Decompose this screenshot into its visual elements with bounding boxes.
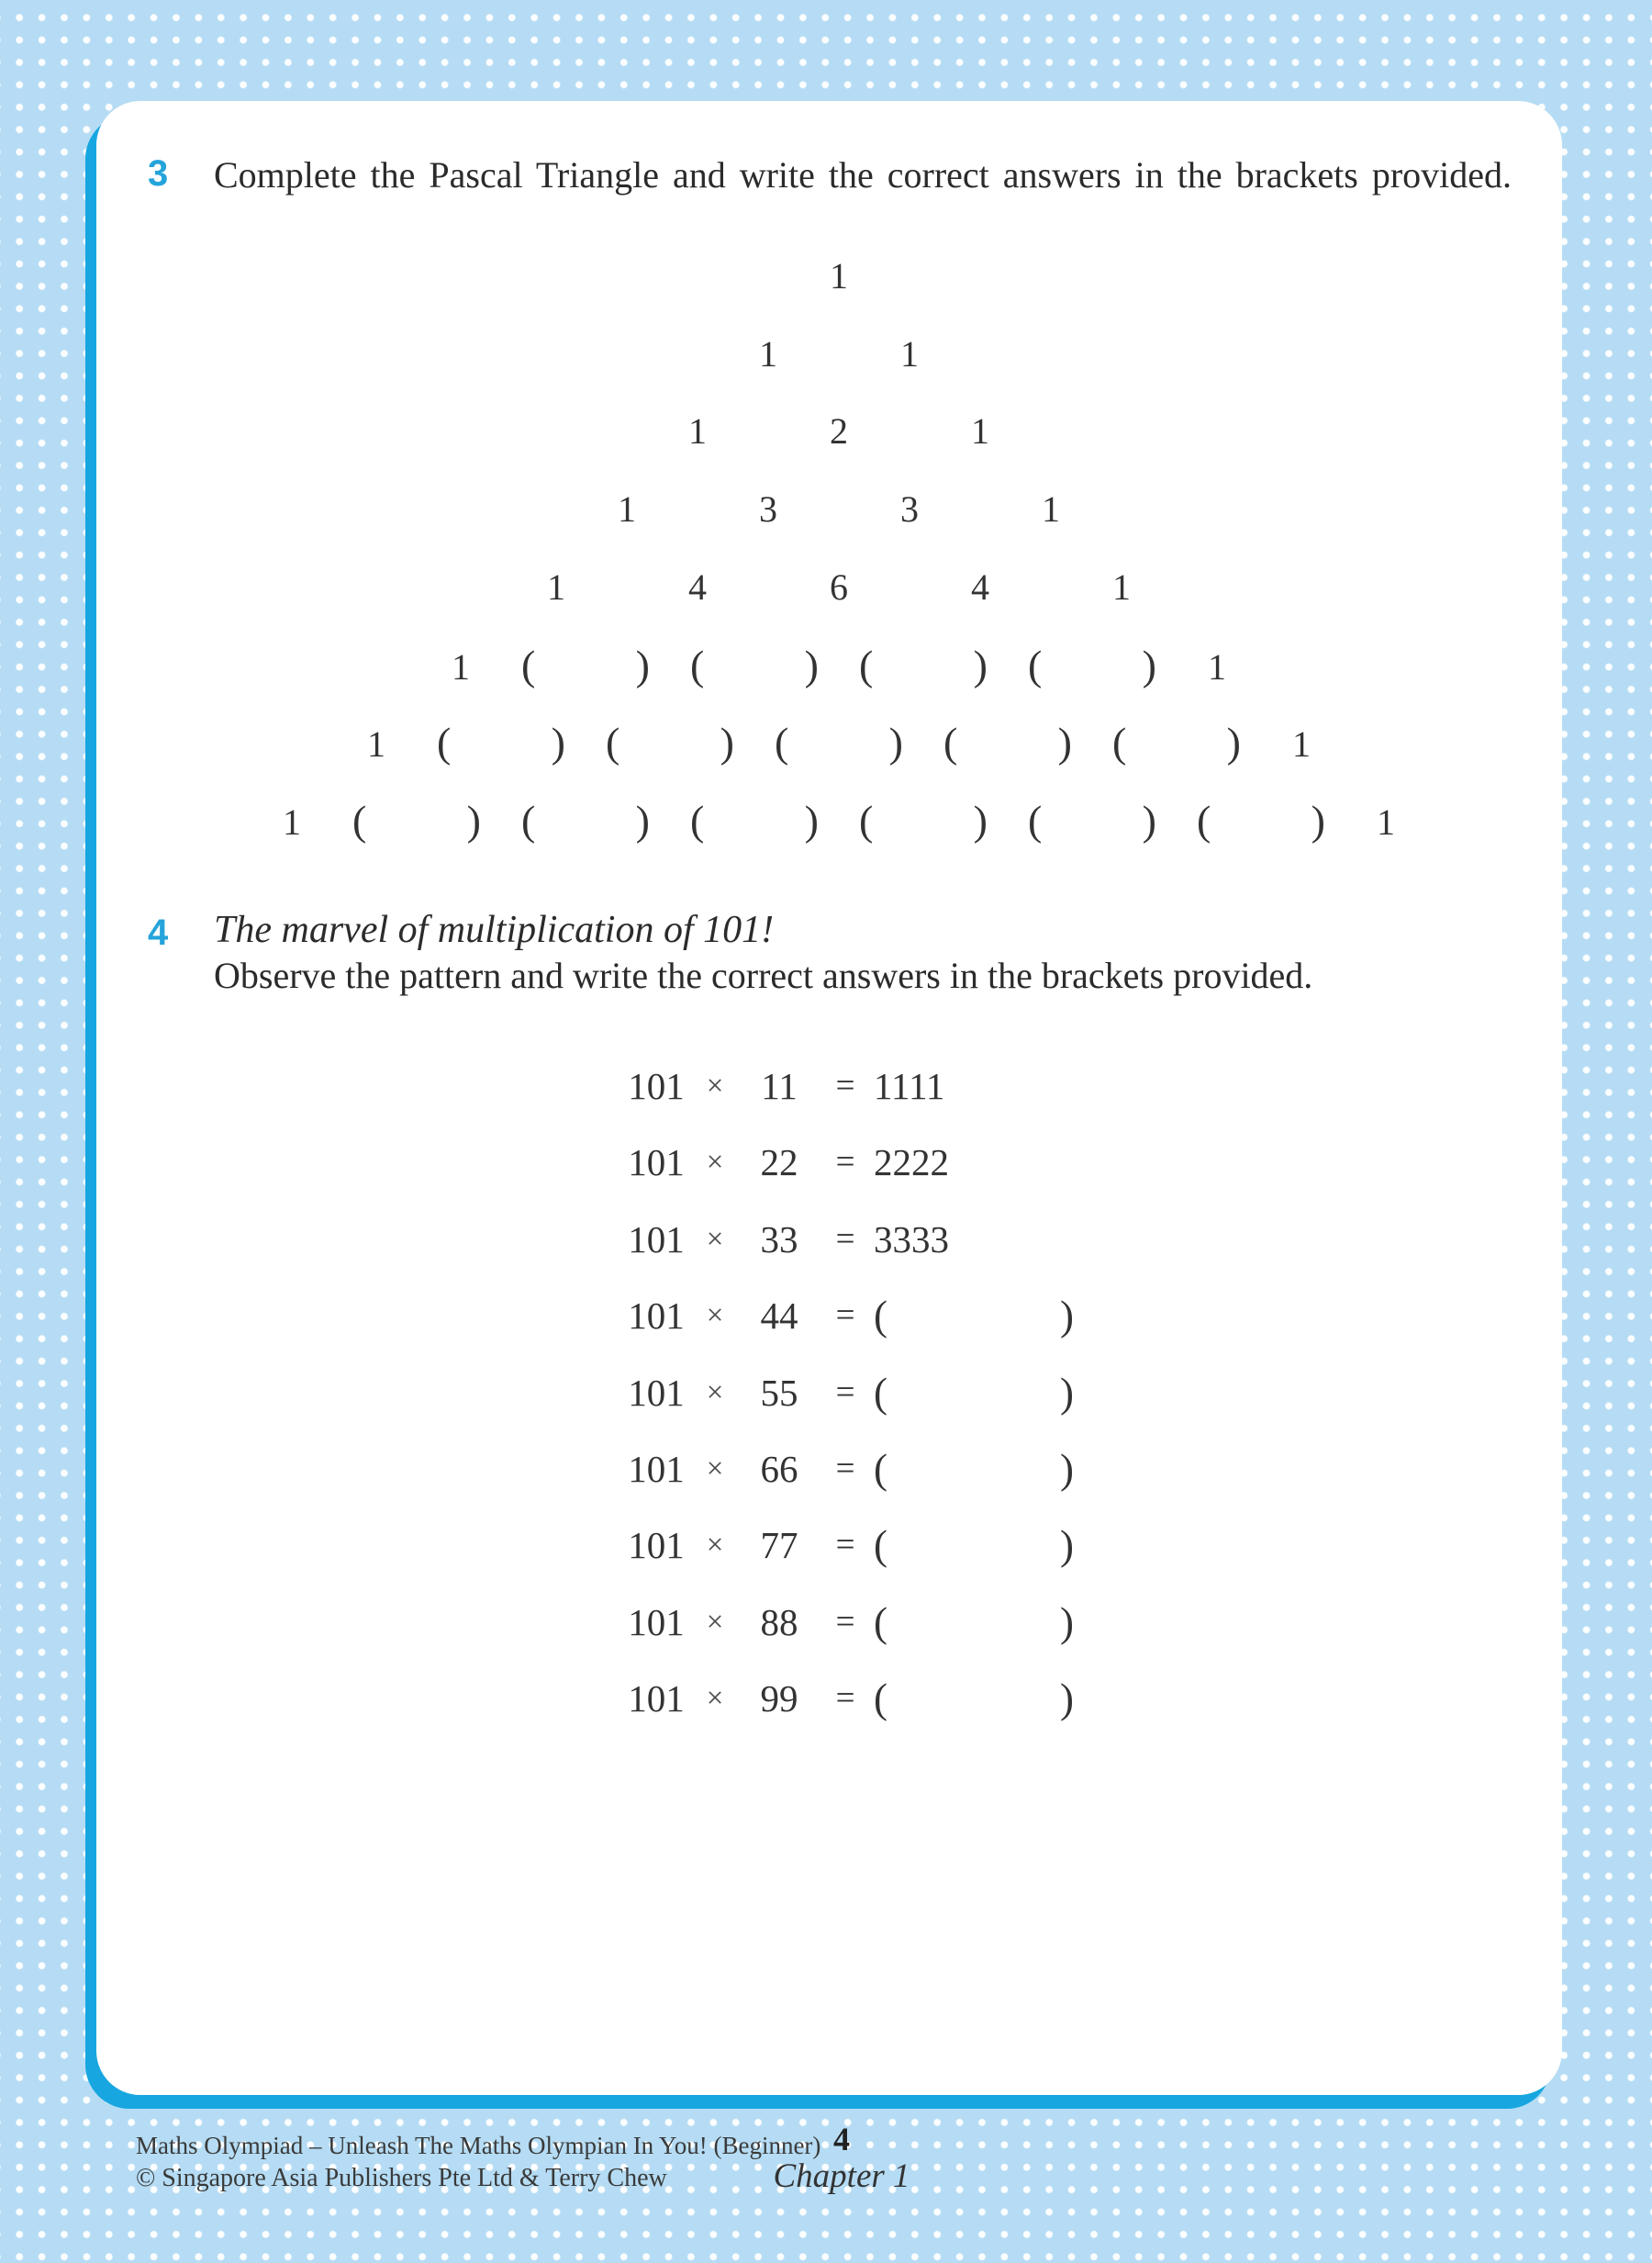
answer-bracket-pair xyxy=(943,721,1072,765)
open-bracket: ( xyxy=(943,719,958,767)
pascal-number: 1 xyxy=(830,255,848,297)
open-bracket: ( xyxy=(874,1445,887,1492)
close-bracket: ) xyxy=(1060,1293,1074,1339)
close-bracket: ) xyxy=(1226,719,1241,767)
multiplicand: 101 xyxy=(628,1371,685,1414)
times-sign: × xyxy=(706,1375,724,1409)
close-bracket: ) xyxy=(888,719,903,767)
multiplier: 77 xyxy=(760,1524,798,1567)
pascal-number: 1 xyxy=(1377,801,1395,843)
pascal-number: 3 xyxy=(759,488,777,531)
question-4-text: Observe the pattern and write the correct answers in the brackets provided. xyxy=(214,955,1313,996)
open-bracket: ( xyxy=(1028,796,1043,844)
pascal-number: 3 xyxy=(900,488,919,531)
times-sign: × xyxy=(706,1451,724,1485)
close-bracket: ) xyxy=(1060,1598,1074,1645)
pascal-number: 6 xyxy=(830,566,848,608)
close-bracket: ) xyxy=(973,796,988,844)
open-bracket: ( xyxy=(606,719,620,767)
multiplicand: 101 xyxy=(628,1600,685,1643)
pascal-row-1 xyxy=(819,254,859,298)
open-bracket: ( xyxy=(352,796,367,844)
multiplier: 33 xyxy=(760,1217,798,1260)
answer-bracket-pair xyxy=(521,796,650,844)
open-bracket: ( xyxy=(859,796,874,844)
answer-bracket-pair xyxy=(874,1675,1074,1721)
equals-sign: = xyxy=(835,1296,855,1335)
times-sign: × xyxy=(706,1529,724,1563)
pascal-number: 1 xyxy=(618,488,636,531)
pascal-number: 4 xyxy=(971,566,989,608)
close-bracket: ) xyxy=(1060,1522,1074,1569)
question-3-number: 3 xyxy=(148,153,169,194)
result-value: 2222 xyxy=(874,1141,949,1184)
chapter-label: Chapter 1 xyxy=(773,2157,910,2195)
equals-sign: = xyxy=(835,1372,855,1411)
pascal-number: 1 xyxy=(1042,488,1060,531)
close-bracket: ) xyxy=(1057,719,1072,767)
multiplier: 88 xyxy=(760,1600,798,1643)
open-bracket: ( xyxy=(1112,719,1127,767)
answer-bracket-pair xyxy=(874,1370,1074,1416)
footer-copyright: © Singapore Asia Publishers Pte Ltd & Terry Chew xyxy=(136,2164,667,2192)
equation-row-7 xyxy=(624,1522,1074,1598)
open-bracket: ( xyxy=(874,1369,887,1416)
pascal-row-7 xyxy=(356,721,1322,765)
pascal-number: 1 xyxy=(688,410,707,453)
close-bracket: ) xyxy=(1142,641,1156,689)
times-sign: × xyxy=(706,1299,724,1333)
answer-bracket-pair xyxy=(352,796,481,844)
equation-row-1 xyxy=(624,1063,1074,1139)
answer-bracket-pair xyxy=(874,1599,1074,1645)
question-4-title: The marvel of multiplication of 101! xyxy=(214,909,775,951)
multiplier: 44 xyxy=(760,1294,798,1338)
answer-bracket-pair xyxy=(690,796,819,844)
equation-row-3 xyxy=(624,1216,1074,1293)
close-bracket: ) xyxy=(466,796,481,844)
pascal-number: 2 xyxy=(830,410,848,453)
pascal-number: 1 xyxy=(367,723,385,766)
times-sign: × xyxy=(706,1070,724,1103)
answer-bracket-pair xyxy=(859,796,988,844)
answer-bracket-pair xyxy=(775,721,903,765)
close-bracket: ) xyxy=(551,719,565,767)
multiplication-pattern-list xyxy=(624,1063,1074,1753)
pascal-row-5 xyxy=(536,566,1142,610)
equation-row-5 xyxy=(624,1370,1074,1446)
close-bracket: ) xyxy=(1060,1369,1074,1416)
pascal-row-8 xyxy=(272,796,1406,844)
pascal-number: 1 xyxy=(547,566,565,608)
answer-bracket-pair xyxy=(1028,641,1156,689)
multiplicand: 101 xyxy=(628,1294,685,1338)
multiplier: 66 xyxy=(760,1447,798,1490)
answer-bracket-pair xyxy=(874,1522,1074,1568)
answer-bracket-pair xyxy=(1197,796,1325,844)
pascal-number: 1 xyxy=(900,332,919,375)
close-bracket: ) xyxy=(1142,796,1156,844)
open-bracket: ( xyxy=(521,796,536,844)
close-bracket: ) xyxy=(973,641,988,689)
result-value: 3333 xyxy=(874,1217,949,1260)
pascal-number: 1 xyxy=(283,801,301,843)
multiplicand: 101 xyxy=(628,1217,685,1260)
equation-row-6 xyxy=(624,1446,1074,1522)
equals-sign: = xyxy=(835,1219,855,1258)
open-bracket: ( xyxy=(690,796,705,844)
pascal-row-6 xyxy=(441,641,1237,689)
open-bracket: ( xyxy=(690,641,705,689)
answer-bracket-pair xyxy=(606,721,734,765)
close-bracket: ) xyxy=(720,719,734,767)
pascal-number: 1 xyxy=(1112,566,1131,608)
equals-sign: = xyxy=(835,1449,855,1487)
pascal-number: 1 xyxy=(1208,645,1226,688)
pascal-number: 1 xyxy=(1292,723,1311,766)
footer-page-info xyxy=(745,2121,938,2196)
answer-bracket-pair xyxy=(874,1293,1074,1339)
open-bracket: ( xyxy=(859,641,874,689)
open-bracket: ( xyxy=(1197,796,1211,844)
open-bracket: ( xyxy=(874,1522,887,1569)
answer-bracket-pair xyxy=(437,721,565,765)
equation-row-9 xyxy=(624,1675,1074,1752)
close-bracket: ) xyxy=(635,796,650,844)
open-bracket: ( xyxy=(1028,641,1043,689)
equation-row-2 xyxy=(624,1139,1074,1216)
footer xyxy=(136,2130,820,2194)
open-bracket: ( xyxy=(874,1598,887,1645)
equals-sign: = xyxy=(835,1526,855,1564)
equals-sign: = xyxy=(835,1679,855,1718)
open-bracket: ( xyxy=(874,1293,887,1339)
multiplier: 11 xyxy=(761,1065,798,1107)
pascal-row-4 xyxy=(607,487,1071,532)
close-bracket: ) xyxy=(804,796,819,844)
equation-row-8 xyxy=(624,1599,1074,1675)
pascal-number: 1 xyxy=(452,645,470,688)
multiplier: 99 xyxy=(760,1677,798,1720)
answer-bracket-pair xyxy=(874,1446,1074,1492)
times-sign: × xyxy=(706,1605,724,1639)
times-sign: × xyxy=(706,1222,724,1256)
question-4-number: 4 xyxy=(148,913,169,953)
question-3-text: Complete the Pascal Triangle and write the correct answers in the brackets provided. xyxy=(214,154,1512,196)
open-bracket: ( xyxy=(437,719,452,767)
answer-bracket-pair xyxy=(690,641,819,689)
answer-bracket-pair xyxy=(859,641,988,689)
pascal-row-3 xyxy=(677,409,1000,454)
multiplicand: 101 xyxy=(628,1141,685,1184)
close-bracket: ) xyxy=(1311,796,1325,844)
multiplicand: 101 xyxy=(628,1447,685,1490)
multiplier: 22 xyxy=(760,1141,798,1184)
content-card xyxy=(96,101,1562,2095)
answer-bracket-pair xyxy=(1028,796,1156,844)
equals-sign: = xyxy=(835,1602,855,1641)
multiplicand: 101 xyxy=(628,1524,685,1567)
close-bracket: ) xyxy=(1060,1675,1074,1722)
footer-book-title: Maths Olympiad – Unleash The Maths Olympian In You! (Beginner) xyxy=(136,2132,821,2159)
pascal-number: 4 xyxy=(688,566,707,608)
result-value: 1111 xyxy=(874,1065,945,1107)
equals-sign: = xyxy=(835,1067,855,1104)
open-bracket: ( xyxy=(775,719,789,767)
multiplicand: 101 xyxy=(628,1065,685,1107)
close-bracket: ) xyxy=(1060,1445,1074,1492)
equals-sign: = xyxy=(835,1143,855,1182)
close-bracket: ) xyxy=(804,641,819,689)
answer-bracket-pair xyxy=(521,641,650,689)
open-bracket: ( xyxy=(521,641,536,689)
multiplicand: 101 xyxy=(628,1677,685,1720)
times-sign: × xyxy=(706,1682,724,1716)
pascal-number: 1 xyxy=(759,332,777,375)
pascal-number: 1 xyxy=(971,410,989,453)
pascal-row-2 xyxy=(748,332,930,376)
page-number: 4 xyxy=(833,2121,850,2157)
open-bracket: ( xyxy=(874,1675,887,1722)
times-sign: × xyxy=(706,1146,724,1180)
answer-bracket-pair xyxy=(1112,721,1241,765)
multiplier: 55 xyxy=(760,1371,798,1414)
equation-row-4 xyxy=(624,1293,1074,1369)
close-bracket: ) xyxy=(635,641,650,689)
